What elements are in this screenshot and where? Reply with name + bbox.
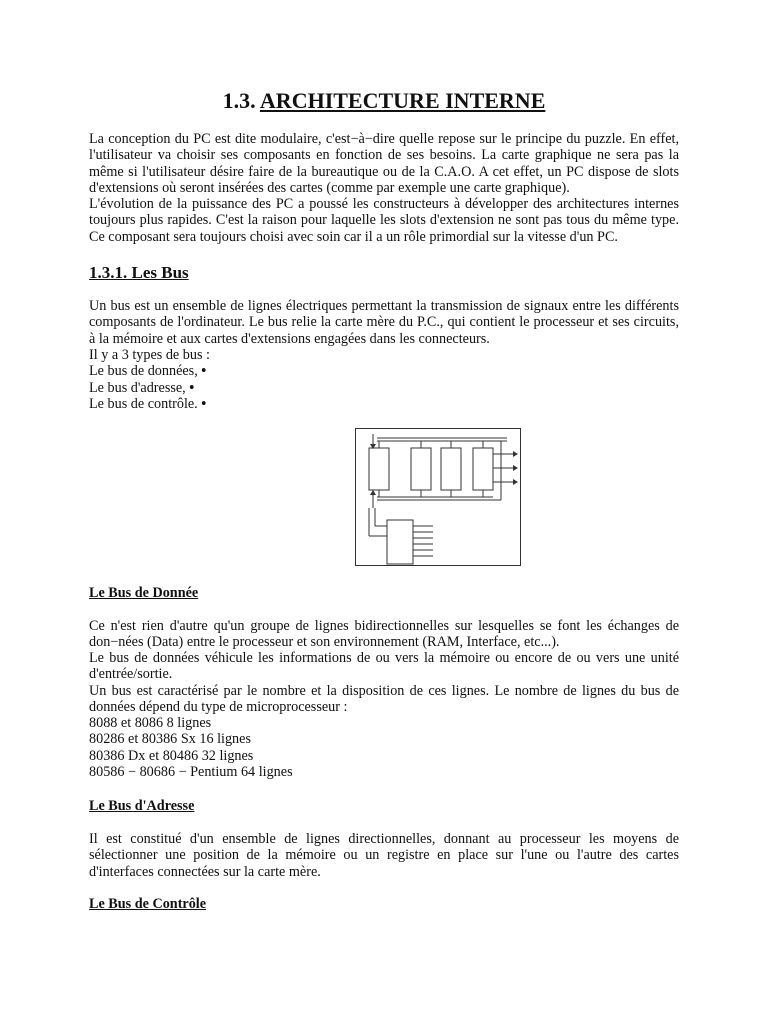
bus-donnee-paragraph-2: Le bus de données véhicule les informations de ou vers la mémoire ou encore de ou vers une unité d'entrée/sortie. bbox=[89, 650, 679, 683]
bus-adresse-paragraph: Il est constitué d'un ensemble de lignes directionnelles, donnant au processeur les moyens de sélectionner une position de la mémoire ou un registre en place sur l'une ou l'autre des cartes d'interfaces connectées sur la carte mère. bbox=[89, 831, 679, 880]
bus-definition-paragraph: Un bus est un ensemble de lignes électriques permettant la transmission de signaux entre les différents composants de l'ordinateur. Le bus relie la carte mère du P.C., qui contient le processeur et ses circuits, à la mémoire et aux cartes d'extensions engagées dans les connecteurs. bbox=[89, 298, 679, 347]
bullet-icon: • bbox=[201, 363, 207, 380]
list-item bbox=[89, 363, 679, 379]
block-interface-2 bbox=[473, 448, 493, 490]
section-heading-bus: 1.3.1. Les Bus bbox=[89, 263, 189, 282]
bus-type-data: Le bus de données, bbox=[89, 363, 198, 380]
title-text: ARCHITECTURE INTERNE bbox=[259, 88, 546, 113]
intro-paragraph-2: L'évolution de la puissance des PC a poussé les constructeurs à développer des architectures internes toujours plus rapides. C'est la raison pour laquelle les slots d'extension ne sont pas tous du même type. Ce composant sera toujours choisi avec soin car il a un rôle primordial sur la vitesse d'un PC. bbox=[89, 196, 679, 245]
arrow-head-icon bbox=[513, 465, 518, 471]
list-item: 8088 et 8086 8 lignes bbox=[89, 715, 212, 731]
block-memory bbox=[411, 448, 431, 490]
bus-type-address: Le bus d'adresse, bbox=[89, 379, 186, 396]
page-title bbox=[0, 88, 768, 114]
bus-types-list bbox=[89, 347, 679, 413]
list-item: 80586 − 80686 − Pentium 64 lignes bbox=[89, 764, 293, 781]
bus-type-control: Le bus de contrôle. bbox=[89, 396, 198, 413]
bus-types-intro: Il y a 3 types de bus : bbox=[89, 347, 210, 363]
bus-donnee-paragraph-1: Ce n'est rien d'autre qu'un groupe de lignes bidirectionnelles sur lesquelles se font les échanges de don−nées (Data) entre le processeur et son environnement (RAM, Interface, etc...). bbox=[89, 618, 679, 651]
title-number: 1.3. bbox=[222, 88, 256, 113]
arrow-head-icon bbox=[513, 479, 518, 485]
list-item: 80286 et 80386 Sx 16 lignes bbox=[89, 731, 251, 748]
intro-paragraph-1: La conception du PC est dite modulaire, c'est−à−dire quelle repose sur le principe du puzzle. En effet, l'utilisateur va choisir ses composants en fonction de ses besoins. La carte graphique ne sera pas la même si l'utilisateur désire faire de la bureautique ou de la C.A.O. A cet effet, un PC dispose de slots d'extensions où seront insérées des cartes (comme par exemple une carte graphique). bbox=[89, 131, 679, 197]
heading-bus-donnee: Le Bus de Donnée bbox=[89, 585, 199, 601]
heading-bus-adresse: Le Bus d'Adresse bbox=[89, 798, 195, 814]
arrow-head-icon bbox=[513, 451, 518, 457]
list-item: 80386 Dx et 80486 32 lignes bbox=[89, 747, 254, 764]
bullet-icon: • bbox=[201, 396, 207, 413]
list-item bbox=[89, 380, 679, 396]
block-io-unit bbox=[387, 520, 413, 564]
block-interface-1 bbox=[441, 448, 461, 490]
microprocessor-lines-list bbox=[89, 715, 679, 781]
block-processor bbox=[369, 448, 389, 490]
heading-bus-controle: Le Bus de Contrôle bbox=[89, 896, 207, 912]
bullet-icon: • bbox=[189, 379, 195, 396]
bus-donnee-paragraph-3: Un bus est caractérisé par le nombre et la disposition de ces lignes. Le nombre de lignes du bus de données dépend du type de microprocesseur : bbox=[89, 683, 679, 716]
list-item bbox=[89, 396, 679, 412]
bus-architecture-diagram bbox=[355, 428, 521, 566]
arrow-head-icon bbox=[370, 490, 376, 495]
